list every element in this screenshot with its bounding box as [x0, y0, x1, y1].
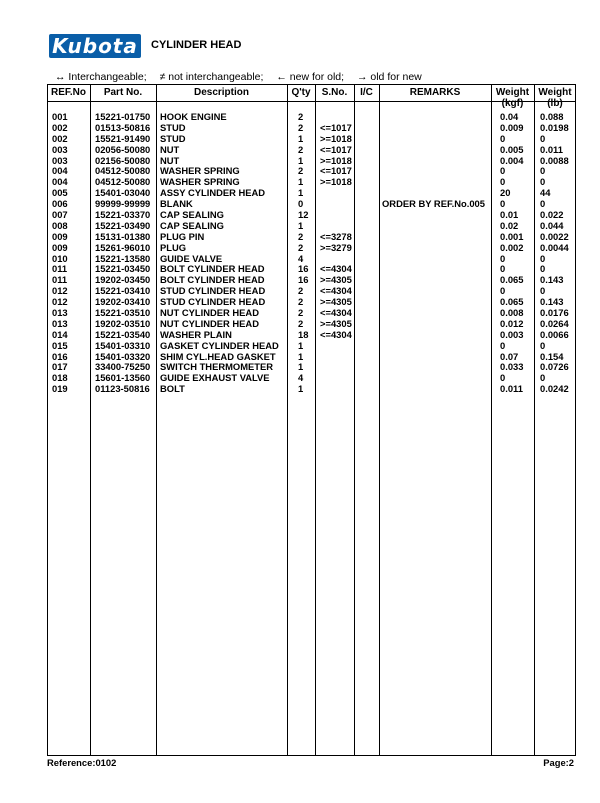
weight-kgf-cell: 0 [500, 339, 506, 351]
quantity-cell: 1 [298, 176, 304, 188]
ref-no-cell: 015 [52, 339, 68, 351]
weight-lb-cell: 0.143 [540, 296, 564, 308]
quantity-cell: 2 [298, 296, 304, 308]
parts-list [47, 112, 576, 395]
table-row [47, 243, 576, 254]
weight-lb-cell: 0.0264 [540, 317, 569, 329]
description-cell: GUIDE EXHAUST VALVE [160, 372, 270, 384]
part-no-cell: 15131-01380 [95, 230, 151, 242]
weight-kgf-cell: 0 [500, 176, 506, 188]
part-no-cell: 15221-03450 [95, 263, 151, 275]
part-no-cell: 15401-03320 [95, 350, 151, 362]
ref-no-cell: 003 [52, 143, 68, 155]
part-no-cell: 15601-13560 [95, 372, 151, 384]
ref-no-cell: 013 [52, 317, 68, 329]
part-no-cell: 19202-03410 [95, 296, 151, 308]
description-cell: CAP SEALING [160, 219, 224, 231]
weight-lb-cell: 0 [540, 252, 546, 264]
ref-no-cell: 006 [52, 198, 68, 210]
weight-lb-cell: 0 [540, 339, 546, 351]
description-cell: STUD CYLINDER HEAD [160, 285, 266, 297]
weight-kgf-cell: 0 [500, 132, 506, 144]
quantity-cell: 18 [298, 328, 309, 340]
weight-lb-cell: 0.0726 [540, 361, 569, 373]
legend-interchangeable: ↔ Interchangeable; [55, 71, 147, 83]
part-no-cell: 01513-50816 [95, 121, 151, 133]
weight-kgf-cell: 0.001 [500, 230, 524, 242]
quantity-cell: 2 [298, 121, 304, 133]
quantity-cell: 2 [298, 285, 304, 297]
weight-kgf-cell: 0.012 [500, 317, 524, 329]
description-cell: BOLT CYLINDER HEAD [160, 263, 265, 275]
part-no-cell: 33400-75250 [95, 361, 151, 373]
weight-kgf-cell: 0.065 [500, 296, 524, 308]
weight-lb-cell: 0.088 [540, 111, 564, 122]
ref-no-cell: 009 [52, 241, 68, 253]
description-cell: GASKET CYLINDER HEAD [160, 339, 279, 351]
quantity-cell: 1 [298, 132, 304, 144]
quantity-cell: 16 [298, 274, 309, 286]
ref-no-cell: 002 [52, 121, 68, 133]
weight-lb-cell: 0 [540, 176, 546, 188]
description-cell: STUD [160, 121, 186, 133]
serial-no-cell: <=1017 [320, 165, 352, 177]
part-no-cell: 15401-03040 [95, 187, 151, 199]
weight-kgf-cell: 0 [500, 165, 506, 177]
weight-kgf-cell: 0.003 [500, 328, 524, 340]
part-no-cell: 02156-50080 [95, 154, 151, 166]
quantity-cell: 0 [298, 198, 304, 210]
weight-lb-cell: 0 [540, 198, 546, 210]
quantity-cell: 2 [298, 143, 304, 155]
weight-kgf-cell: 0.04 [500, 111, 519, 122]
description-cell: SHIM CYL.HEAD GASKET [160, 350, 276, 362]
weight-lb-cell: 0.022 [540, 209, 564, 221]
ref-no-cell: 011 [52, 274, 68, 286]
table-row [47, 145, 576, 156]
serial-no-cell: >=1018 [320, 154, 352, 166]
quantity-cell: 1 [298, 339, 304, 351]
description-cell: STUD [160, 132, 186, 144]
serial-no-cell: <=4304 [320, 263, 352, 275]
part-no-cell: 04512-50080 [95, 165, 151, 177]
ref-no-cell: 012 [52, 285, 68, 297]
description-cell: BOLT [160, 383, 185, 395]
ref-no-cell: 014 [52, 328, 68, 340]
part-no-cell: 15261-96010 [95, 241, 151, 253]
serial-no-cell: <=3278 [320, 230, 352, 242]
quantity-cell: 12 [298, 209, 309, 221]
weight-lb-cell: 0 [540, 165, 546, 177]
description-cell: GUIDE VALVE [160, 252, 223, 264]
quantity-cell: 2 [298, 165, 304, 177]
part-no-cell: 15521-91490 [95, 132, 151, 144]
weight-kgf-cell: 0.02 [500, 219, 519, 231]
weight-lb-cell: 0.0066 [540, 328, 569, 340]
legend-new-for-old: ← new for old; [276, 71, 345, 83]
part-no-cell: 15221-01750 [95, 111, 151, 122]
weight-lb-cell: 0 [540, 132, 546, 144]
legend-old-for-new: → old for new [356, 71, 422, 83]
legend-not-interchangeable: ≠ not interchangeable; [159, 71, 264, 83]
weight-kgf-cell: 0.011 [500, 383, 523, 395]
quantity-cell: 16 [298, 263, 309, 275]
ref-no-cell: 017 [52, 361, 68, 373]
description-cell: SWITCH THERMOMETER [160, 361, 274, 373]
ref-no-cell: 004 [52, 176, 68, 188]
description-cell: CAP SEALING [160, 209, 224, 221]
weight-kgf-cell: 0.065 [500, 274, 524, 286]
weight-lb-cell: 0.044 [540, 219, 564, 231]
column-header-ref: REF.No [51, 87, 86, 98]
ref-no-cell: 004 [52, 165, 68, 177]
weight-lb-cell: 0.0242 [540, 383, 569, 395]
part-no-cell: 15221-03540 [95, 328, 151, 340]
weight-lb-cell: 0.0044 [540, 241, 569, 253]
serial-no-cell: >=4305 [320, 317, 352, 329]
part-no-cell: 15221-03490 [95, 219, 151, 231]
description-cell: WASHER PLAIN [160, 328, 232, 340]
weight-kgf-cell: 20 [500, 187, 511, 199]
description-cell: PLUG PIN [160, 230, 205, 242]
part-no-cell: 15221-03370 [95, 209, 151, 221]
weight-lb-cell: 0.0088 [540, 154, 569, 166]
quantity-cell: 1 [298, 219, 304, 231]
column-header-qty: Q'ty [291, 87, 311, 98]
ref-no-cell: 011 [52, 263, 68, 275]
description-cell: BOLT CYLINDER HEAD [160, 274, 265, 286]
description-cell: WASHER SPRING [160, 165, 240, 177]
description-cell: ASSY CYLINDER HEAD [160, 187, 266, 199]
weight-kgf-cell: 0.01 [500, 209, 519, 221]
part-no-cell: 15221-03410 [95, 285, 151, 297]
serial-no-cell: <=4304 [320, 285, 352, 297]
part-no-cell: 02056-50080 [95, 143, 151, 155]
weight-kgf-cell: 0 [500, 263, 506, 275]
weight-kgf-cell: 0.002 [500, 241, 524, 253]
description-cell: WASHER SPRING [160, 176, 240, 188]
ref-no-cell: 008 [52, 219, 68, 231]
column-header-remarks: REMARKS [409, 87, 461, 98]
serial-no-cell: <=1017 [320, 121, 352, 133]
weight-kgf-cell: 0 [500, 252, 506, 264]
quantity-cell: 1 [298, 361, 304, 373]
ref-no-cell: 001 [52, 111, 68, 122]
part-no-cell: 19202-03450 [95, 274, 151, 286]
weight-lb-cell: 0.154 [540, 350, 564, 362]
serial-no-cell: >=4305 [320, 274, 352, 286]
serial-no-cell: >=1018 [320, 132, 352, 144]
column-header-weight-kgf: Weight (kgf) [495, 87, 530, 109]
part-no-cell: 19202-03510 [95, 317, 151, 329]
quantity-cell: 2 [298, 111, 304, 122]
part-no-cell: 15221-13580 [95, 252, 151, 264]
quantity-cell: 2 [298, 230, 304, 242]
description-cell: BLANK [160, 198, 193, 210]
quantity-cell: 4 [298, 372, 304, 384]
quantity-cell: 2 [298, 241, 304, 253]
table-row [47, 341, 576, 352]
weight-kgf-cell: 0.008 [500, 307, 524, 319]
description-cell: NUT CYLINDER HEAD [160, 307, 259, 319]
interchangeability-legend [55, 71, 432, 84]
ref-no-cell: 016 [52, 350, 68, 362]
page-number: Page:2 [543, 757, 574, 768]
page-footer [47, 756, 576, 768]
weight-lb-cell: 44 [540, 187, 551, 199]
quantity-cell: 1 [298, 187, 304, 199]
description-cell: STUD CYLINDER HEAD [160, 296, 266, 308]
weight-kgf-cell: 0 [500, 285, 506, 297]
quantity-cell: 1 [298, 350, 304, 362]
weight-kgf-cell: 0 [500, 372, 506, 384]
reference-code: Reference:0102 [47, 757, 117, 768]
part-no-cell: 15221-03510 [95, 307, 151, 319]
ref-no-cell: 002 [52, 132, 68, 144]
serial-no-cell: <=4304 [320, 328, 352, 340]
column-header-weight-lb: Weight (lb) [538, 87, 572, 109]
column-header-sno: S.No. [321, 87, 348, 98]
part-no-cell: 15401-03310 [95, 339, 151, 351]
weight-kgf-cell: 0.004 [500, 154, 524, 166]
weight-lb-cell: 0 [540, 263, 546, 275]
weight-kgf-cell: 0.005 [500, 143, 524, 155]
serial-no-cell: >=3279 [320, 241, 352, 253]
quantity-cell: 1 [298, 154, 304, 166]
quantity-cell: 1 [298, 383, 304, 395]
weight-lb-cell: 0.0198 [540, 121, 569, 133]
ref-no-cell: 009 [52, 230, 68, 242]
description-cell: NUT [160, 154, 180, 166]
description-cell: PLUG [160, 241, 187, 253]
quantity-cell: 2 [298, 317, 304, 329]
weight-lb-cell: 0 [540, 285, 546, 297]
column-header-description: Description [193, 87, 249, 98]
column-header-ic: I/C [360, 87, 373, 98]
weight-lb-cell: 0.0176 [540, 307, 569, 319]
serial-no-cell: >=4305 [320, 296, 352, 308]
ref-no-cell: 013 [52, 307, 68, 319]
ref-no-cell: 018 [52, 372, 68, 384]
weight-lb-cell: 0.0022 [540, 230, 569, 242]
ref-no-cell: 019 [52, 383, 68, 395]
description-cell: NUT CYLINDER HEAD [160, 317, 259, 329]
part-no-cell: 04512-50080 [95, 176, 151, 188]
serial-no-cell: <=4304 [320, 307, 352, 319]
description-cell: HOOK ENGINE [160, 111, 227, 122]
quantity-cell: 4 [298, 252, 304, 264]
weight-kgf-cell: 0.009 [500, 121, 524, 133]
weight-kgf-cell: 0 [500, 198, 506, 210]
description-cell: NUT [160, 143, 180, 155]
weight-lb-cell: 0.011 [540, 143, 563, 155]
ref-no-cell: 007 [52, 209, 68, 221]
serial-no-cell: >=1018 [320, 176, 352, 188]
weight-kgf-cell: 0.07 [500, 350, 519, 362]
serial-no-cell: <=1017 [320, 143, 352, 155]
weight-kgf-cell: 0.033 [500, 361, 524, 373]
ref-no-cell: 012 [52, 296, 68, 308]
weight-lb-cell: 0.143 [540, 274, 564, 286]
column-header-part: Part No. [103, 87, 143, 98]
ref-no-cell: 005 [52, 187, 68, 199]
kubota-logo: Kubota [49, 34, 141, 58]
part-no-cell: 01123-50816 [95, 383, 150, 395]
ref-no-cell: 010 [52, 252, 68, 264]
part-no-cell: 99999-99999 [95, 198, 151, 210]
remarks-cell: ORDER BY REF.No.005 [382, 198, 485, 210]
quantity-cell: 2 [298, 307, 304, 319]
page-title: CYLINDER HEAD [151, 39, 242, 51]
weight-lb-cell: 0 [540, 372, 546, 384]
ref-no-cell: 003 [52, 154, 68, 166]
table-row [47, 384, 576, 395]
